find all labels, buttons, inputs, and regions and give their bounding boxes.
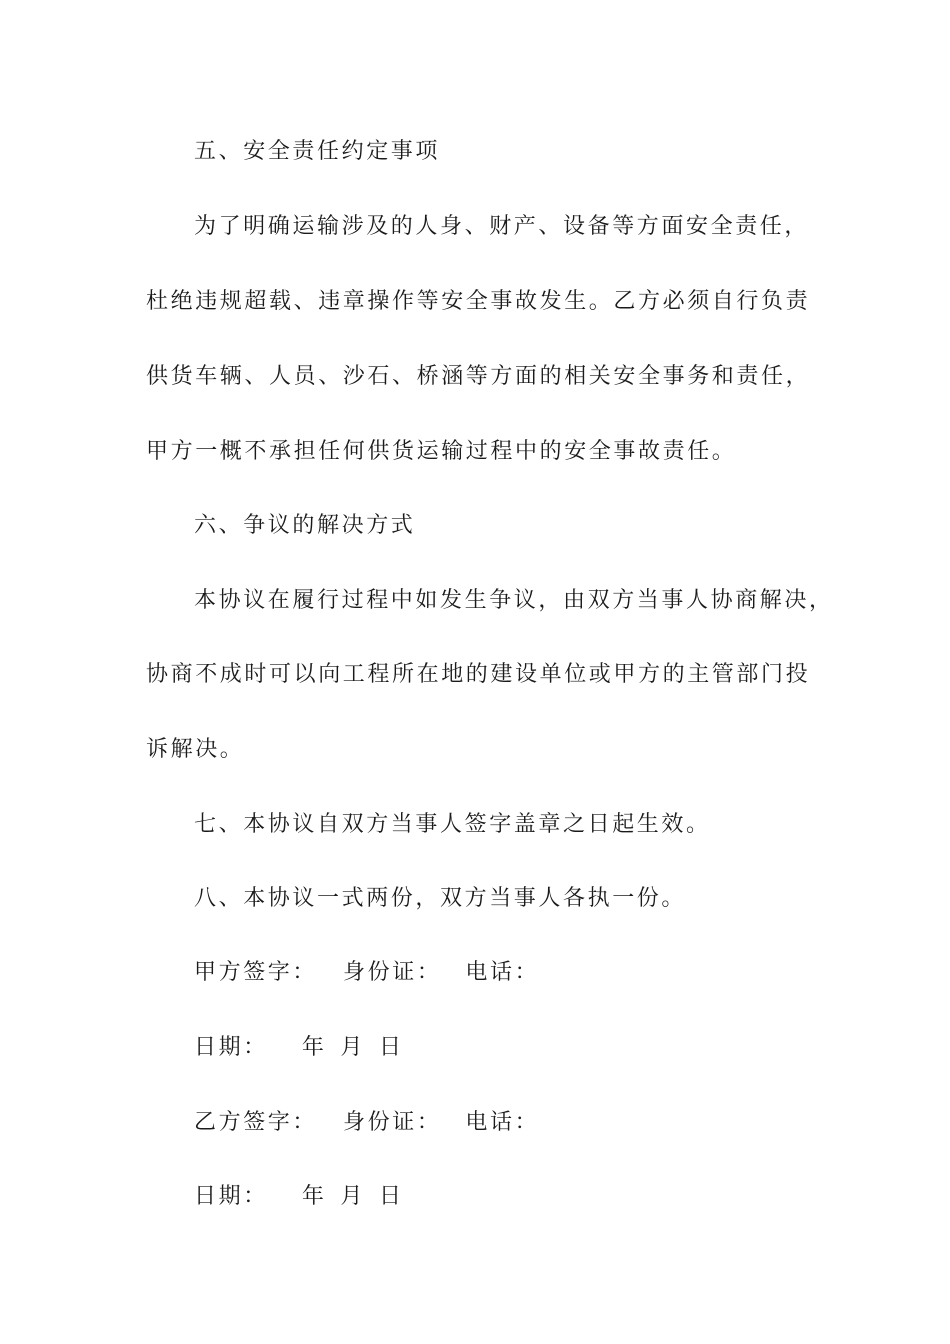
party-a-id-label: 身份证： (343, 960, 442, 985)
section6-heading: 六、争议的解决方式 (194, 513, 416, 538)
party-a-date-label: 日期： (194, 1035, 268, 1060)
section6-line-3: 诉解决。 (146, 737, 245, 762)
party-b-id-label: 身份证： (343, 1110, 442, 1135)
party-a-day: 日 (379, 1035, 404, 1060)
party-b-phone-label: 电话： (465, 1110, 540, 1135)
party-a-month: 月 (340, 1035, 366, 1060)
party-b-year: 年 (301, 1184, 327, 1209)
party-a-sign-label: 甲方签字： (194, 960, 318, 985)
section5-line-4: 甲方一概不承担任何供货运输过程中的安全事故责任。 (146, 439, 737, 464)
party-a-date-row (194, 1033, 404, 1063)
section5-line-3: 供货车辆、人员、沙石、桥涵等方面的相关安全事务和责任， (146, 364, 811, 389)
section7-text: 七、本协议自双方当事人签字盖章之日起生效。 (194, 812, 711, 837)
section5-heading: 五、安全责任约定事项 (194, 139, 441, 164)
party-b-month: 月 (340, 1184, 366, 1209)
party-b-sign-label: 乙方签字： (194, 1110, 318, 1135)
section5-line-2: 杜绝违规超载、违章操作等安全事故发生。乙方必须自行负责 (146, 289, 811, 314)
section5-line-1: 为了明确运输涉及的人身、财产、设备等方面安全责任， (194, 214, 810, 239)
party-b-signature-row (194, 1108, 539, 1138)
party-a-phone-label: 电话： (465, 960, 540, 985)
section8-text: 八、本协议一式两份，双方当事人各执一份。 (194, 886, 687, 911)
party-b-day: 日 (379, 1184, 404, 1209)
party-b-date-label: 日期： (194, 1184, 268, 1209)
party-b-date-row (194, 1182, 404, 1212)
section6-line-2: 协商不成时可以向工程所在地的建设单位或甲方的主管部门投 (146, 662, 811, 687)
section6-line-1: 本协议在履行过程中如发生争议，由双方当事人协商解决， (194, 588, 834, 613)
party-a-signature-row (194, 958, 539, 988)
party-a-year: 年 (301, 1035, 327, 1060)
